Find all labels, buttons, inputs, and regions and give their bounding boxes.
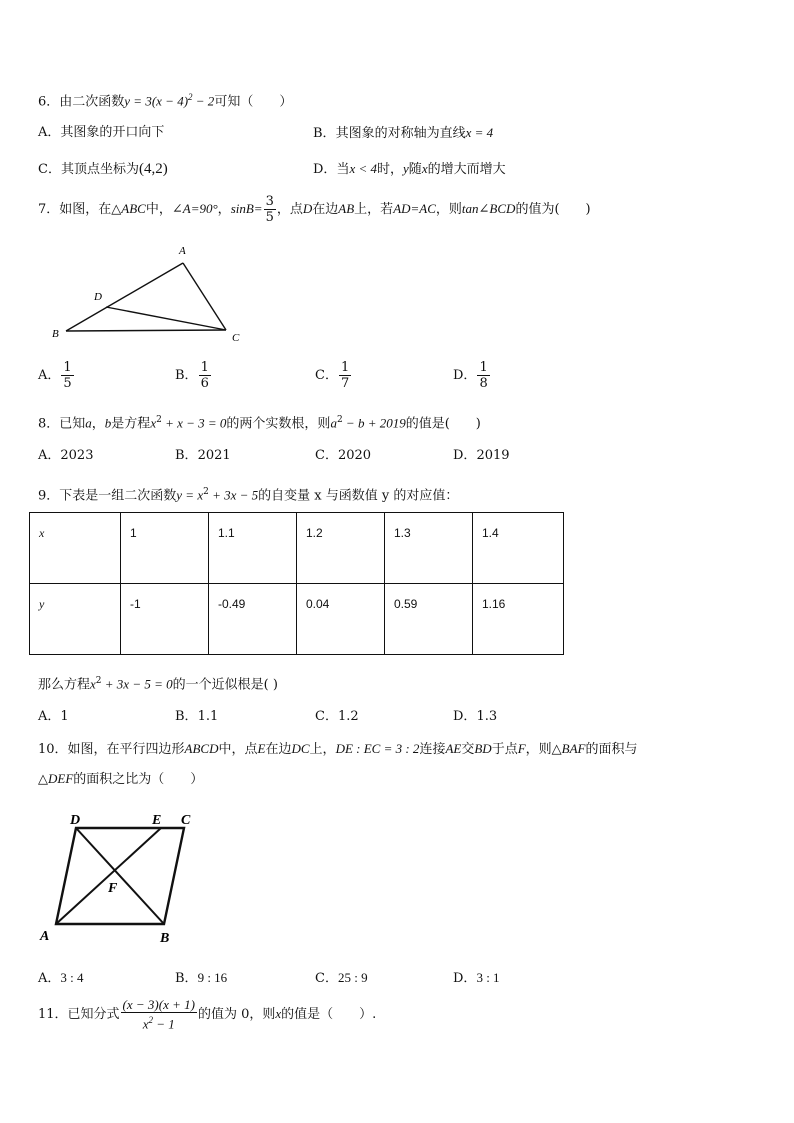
q7-side-ac [183, 263, 226, 330]
table-row [30, 513, 564, 584]
q9-option-c[interactable]: C．1.2 [315, 709, 359, 724]
q10-diagonal-bd [76, 828, 164, 924]
q10-label-d: D [70, 813, 81, 828]
q10-segment-ae [56, 828, 161, 924]
q6-option-b[interactable]: B．其图象的对称轴为直线x = 4 [313, 125, 494, 141]
q10-option-a[interactable]: A．3 : 4 [38, 970, 84, 986]
table-row [30, 584, 564, 655]
q11-stem: 11．已知分式 $\frac{(x - 3)(x + 1)}{x^2 - 1}$ 的值为 0，则x的值是（ ）. [38, 997, 377, 1032]
q7-sinb-fraction: $\frac{3}{5}$ [265, 194, 274, 225]
q10-label-f: F [108, 881, 118, 896]
q10-stem-line1: 10．如图，在平行四边形ABCD中，点E在边DC上，DE : EC = 3 : 2连接AE交BD于点F，则△BAF的面积与 [38, 741, 638, 757]
table-cell: -1 [121, 584, 209, 655]
table-cell: 1.4 [473, 513, 564, 584]
q11-fraction: $\frac{(x - 3)(x + 1)}{x^2 - 1}$ [122, 997, 195, 1032]
q10-option-c[interactable]: C．25 : 9 [315, 970, 368, 986]
table-cell: 1.3 [385, 513, 473, 584]
q6-option-d[interactable]: D．当x < 4时，y随x的增大而增大 [313, 161, 506, 177]
q8-option-a[interactable]: A．2023 [38, 448, 94, 463]
q8-stem: 8．已知a，b是方程$x^2 + x - 3 = 0$的两个实数根，则$a^2 - b + 2019$的值是( ) [38, 415, 481, 432]
q7-segment-cd [106, 307, 226, 330]
q10-option-d[interactable]: D．3 : 1 [453, 970, 500, 986]
q6-option-a[interactable]: A．其图象的开口向下 [38, 125, 165, 140]
q10-stem-line2: △DEF的面积之比为（ ） [38, 771, 204, 787]
q6-option-c[interactable]: C．其顶点坐标为(4,2) [38, 161, 168, 177]
q9-option-a[interactable]: A．1 [38, 709, 69, 724]
q9-stem: 9．下表是一组二次函数$y = x^2 + 3x - 5$的自变量 x 与函数值 y 的对应值： [38, 487, 459, 504]
table-cell: 1 [121, 513, 209, 584]
q7-triangle-figure [48, 243, 248, 348]
q9-question-tail: 那么方程$x^2 + 3x - 5 = 0$的一个近似根是( ) [38, 676, 278, 693]
q7-option-a[interactable]: A． $\frac{1}{5}$ [38, 360, 72, 391]
table-header-y: y [30, 584, 121, 655]
q8-option-c[interactable]: C．2020 [315, 448, 372, 463]
q9-option-d[interactable]: D．1.3 [453, 709, 498, 724]
q7-option-c[interactable]: C． $\frac{1}{7}$ [315, 360, 350, 391]
q7-label-c: C [232, 332, 240, 344]
q10-parallelogram-figure [36, 806, 206, 948]
q10-label-b: B [160, 931, 170, 946]
q10-label-c: C [181, 813, 191, 828]
table-cell: 0.59 [385, 584, 473, 655]
q9-option-b[interactable]: B．1.1 [175, 709, 219, 724]
table-header-x: x [30, 513, 121, 584]
table-cell: 1.2 [297, 513, 385, 584]
q6-stem: 6．由二次函数$y = 3(x - 4)^2 - 2$可知（ ） [38, 92, 293, 110]
q7-option-b[interactable]: B． $\frac{1}{6}$ [175, 360, 209, 391]
q7-label-b: B [52, 328, 59, 340]
q10-option-b[interactable]: B．9 : 16 [175, 970, 228, 986]
q7-side-bc [66, 330, 226, 331]
q9-value-table [29, 512, 564, 655]
q7-option-d[interactable]: D． $\frac{1}{8}$ [453, 360, 488, 391]
q7-label-d: D [94, 291, 102, 303]
q7-side-ab [66, 263, 183, 331]
q10-label-a: A [40, 929, 50, 944]
q8-option-d[interactable]: D．2019 [453, 448, 510, 463]
table-cell: 1.1 [209, 513, 297, 584]
q7-label-a: A [179, 245, 186, 257]
table-cell: 1.16 [473, 584, 564, 655]
table-cell: 0.04 [297, 584, 385, 655]
q8-option-b[interactable]: B．2021 [175, 448, 231, 463]
q7-stem: 7．如图，在△ABC中，∠A=90°，sinB= $\frac{3}{5}$ ，点D在边AB上，若AD=AC，则tan∠BCD的值为( ) [38, 194, 591, 225]
table-cell: -0.49 [209, 584, 297, 655]
q10-label-e: E [152, 813, 162, 828]
